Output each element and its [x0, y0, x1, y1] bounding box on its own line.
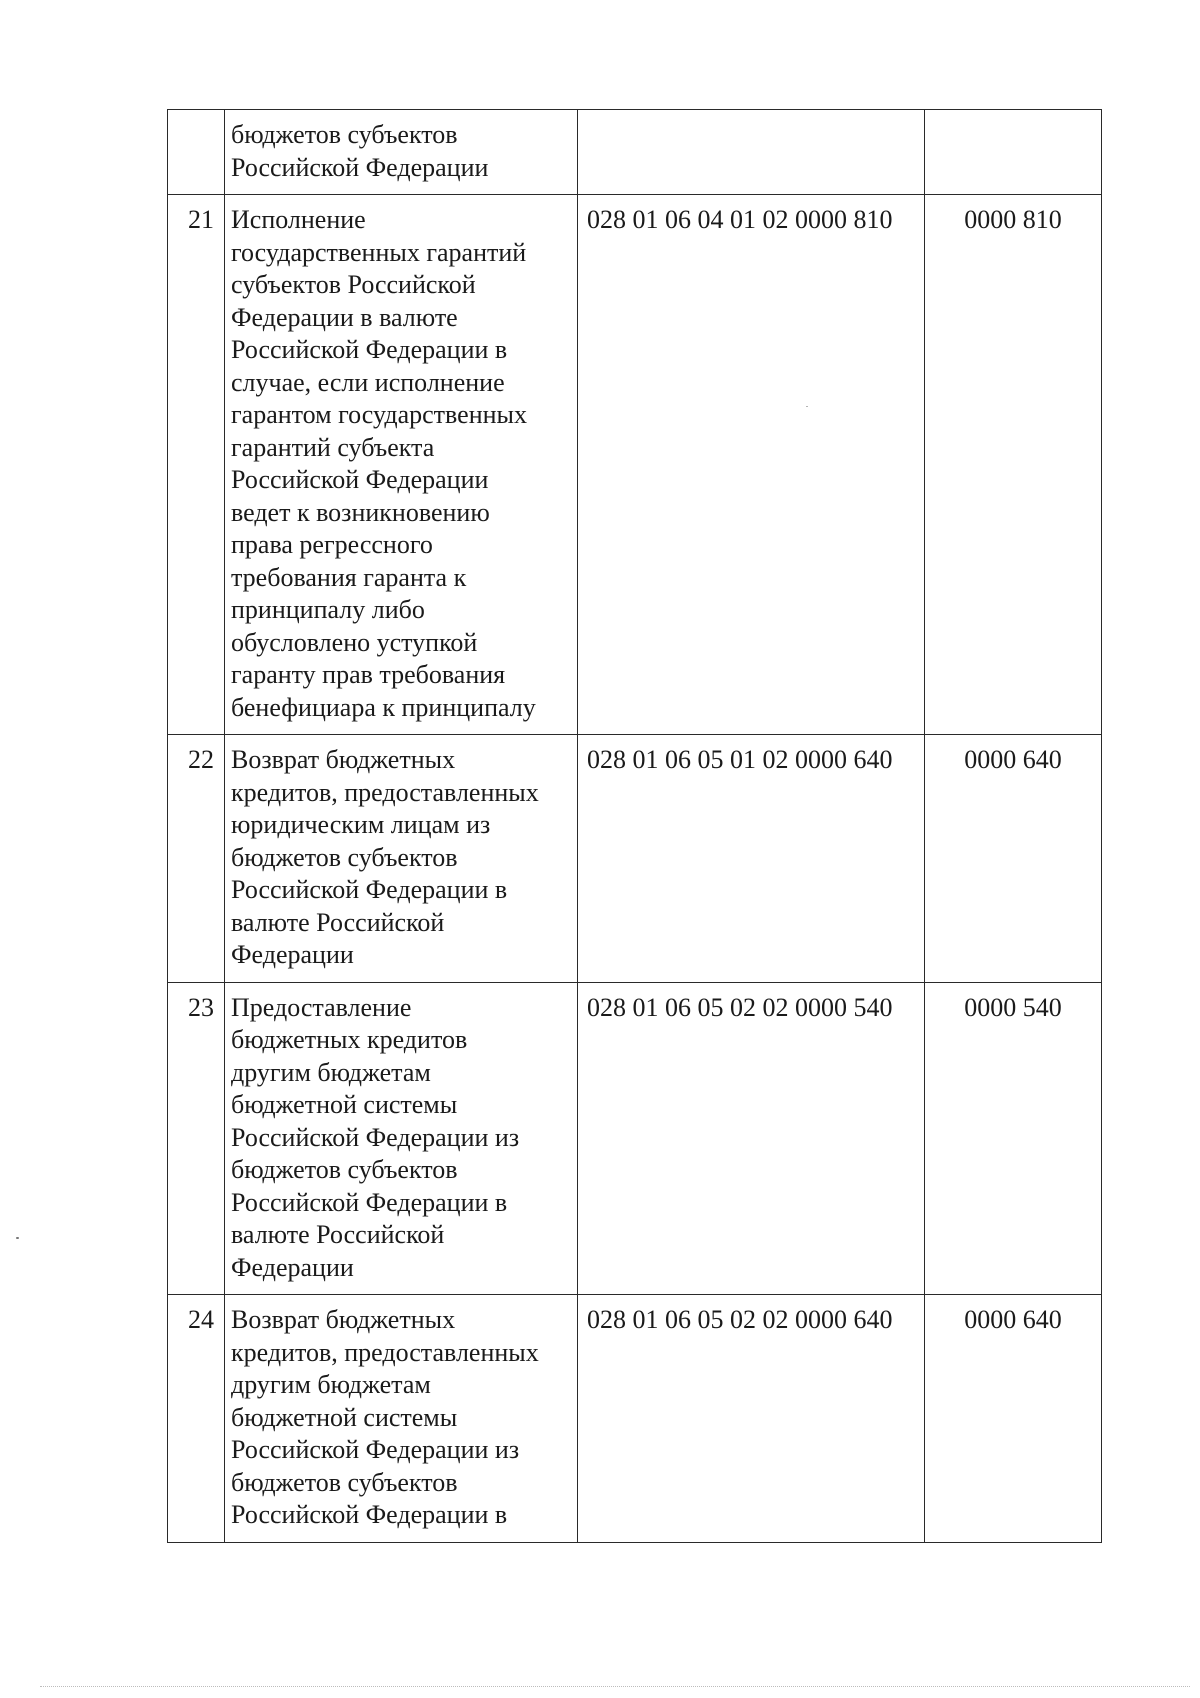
row-name-cell — [225, 735, 578, 983]
row-short-code: 0000 810 — [925, 195, 1102, 735]
row-code: 028 01 06 05 01 02 0000 640 — [578, 735, 925, 983]
row-name-cell — [225, 982, 578, 1295]
row-name-line: случае, если исполнение — [231, 367, 505, 397]
scan-speck — [806, 406, 808, 407]
row-name-cell — [225, 110, 578, 195]
row-name-line: другим бюджетам — [231, 1057, 431, 1087]
row-name-cell — [225, 1295, 578, 1543]
row-name-line: бюджетов субъектов — [231, 120, 458, 149]
row-short-code — [925, 110, 1102, 195]
budget-classification-table — [167, 109, 1102, 1543]
row-name-line: гарантий субъекта — [231, 432, 435, 462]
row-name-line: права регрессного — [231, 530, 433, 559]
row-name-line: другим бюджетам — [231, 1370, 431, 1399]
row-name-line: бюджетов субъектов — [231, 1467, 458, 1497]
row-name-line: гарантом государственных — [231, 400, 527, 429]
row-name-line: субъектов Российской — [231, 270, 476, 299]
row-short-code: 0000 640 — [925, 1295, 1102, 1543]
row-name-line: Федерации — [231, 1252, 354, 1282]
row-name-line: бюджетов субъектов — [231, 1155, 458, 1184]
row-name-line: требования гаранта к — [231, 562, 467, 592]
row-short-code: 0000 540 — [925, 982, 1102, 1295]
row-name-line: бенефициара к принципалу — [231, 692, 536, 722]
row-name-line: принципалу либо — [231, 595, 425, 624]
table-row — [168, 110, 1102, 195]
row-name-line: валюте Российской — [231, 907, 445, 937]
row-number: 21 — [168, 195, 225, 735]
row-name-line: кредитов, предоставленных — [231, 1337, 539, 1367]
row-number: 23 — [168, 982, 225, 1295]
row-name-line: государственных гарантий — [231, 237, 527, 267]
row-name-line: Российской Федерации — [231, 465, 489, 494]
row-name-line: бюджетной системы — [231, 1402, 458, 1432]
row-name-line: Предоставление — [231, 992, 412, 1022]
row-number: 24 — [168, 1295, 225, 1543]
row-code: 028 01 06 04 01 02 0000 810 — [578, 195, 925, 735]
row-name-line: обусловлено уступкой — [231, 627, 478, 657]
row-code: 028 01 06 05 02 02 0000 640 — [578, 1295, 925, 1543]
row-name-line: Российской Федерации в — [231, 875, 508, 904]
row-name-line: валюте Российской — [231, 1220, 445, 1249]
row-name-line: Российской Федерации в — [231, 1187, 508, 1217]
table-row — [168, 1295, 1102, 1543]
row-name-line: кредитов, предоставленных — [231, 777, 539, 807]
row-name-line: гаранту прав требования — [231, 660, 506, 689]
row-name-line: Возврат бюджетных — [231, 745, 456, 774]
row-name-line: бюджетной системы — [231, 1090, 458, 1119]
row-name-line: Исполнение — [231, 205, 366, 234]
row-number: 22 — [168, 735, 225, 983]
table-row — [168, 982, 1102, 1295]
row-number — [168, 110, 225, 195]
row-name-cell — [225, 195, 578, 735]
row-short-code: 0000 640 — [925, 735, 1102, 983]
row-name-line: Российской Федерации — [231, 152, 489, 182]
row-name-line: юридическим лицам из — [231, 810, 491, 839]
row-name-line: Российской Федерации в — [231, 335, 508, 364]
row-code — [578, 110, 925, 195]
scan-artifact-line — [40, 1686, 1190, 1687]
row-name-line: Российской Федерации из — [231, 1435, 520, 1464]
row-name-line: ведет к возникновению — [231, 497, 490, 527]
row-name-line: бюджетных кредитов — [231, 1025, 468, 1054]
table-body — [168, 110, 1102, 1543]
table-row — [168, 735, 1102, 983]
row-name-line: Российской Федерации из — [231, 1122, 520, 1152]
row-name-line: Федерации в валюте — [231, 302, 458, 332]
row-name-line: Возврат бюджетных — [231, 1305, 456, 1334]
table-row — [168, 195, 1102, 735]
row-name-line: бюджетов субъектов — [231, 842, 458, 872]
row-name-line: Федерации — [231, 940, 354, 969]
row-code: 028 01 06 05 02 02 0000 540 — [578, 982, 925, 1295]
scan-speck — [16, 1237, 19, 1239]
row-name-line: Российской Федерации в — [231, 1500, 508, 1529]
